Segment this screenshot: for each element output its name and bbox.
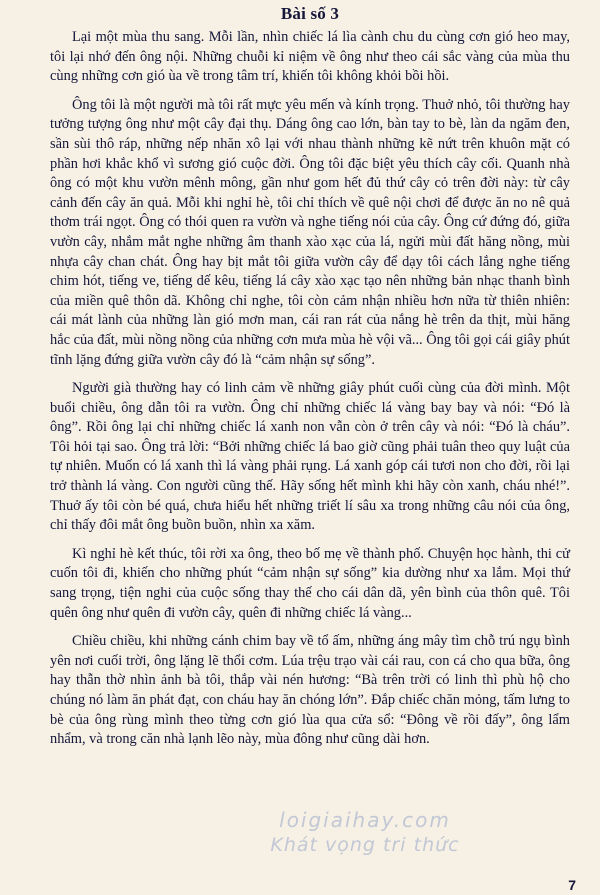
watermark-site: loigiaihay.com xyxy=(279,808,451,832)
paragraph-3: Người già thường hay có linh cảm về những giây phút cuối cùng của đời mình. Một buổi chiều, ông dẫn tôi ra vườn. Ông chỉ những chiếc lá vàng bay bay và nói: “Đó là ông”. Rồi ông lại chỉ những chiếc lá xanh non vẫn còn ở trên cây và nói: “Đó là cháu”. Tôi hỏi tại sao. Ông trả lời: “Bởi những chiếc lá bao giờ cũng phải tuân theo quy luật của tự nhiên. Muốn có lá xanh thì lá vàng phải rụng. Lá xanh góp cái tươi non cho đời, rồi lại trở thành lá vàng. Con người cũng thế. Hãy sống hết mình khi hãy còn xanh, cháu nhé!”. Thuở ấy tôi còn bé quá, chưa hiểu hết những triết lí sâu xa trong những câu nói của ông, chỉ thấy đôi mắt ông buồn buồn, nhìn xa xăm. xyxy=(50,380,570,534)
paragraph-4: Kì nghỉ hè kết thúc, tôi rời xa ông, theo bố mẹ về thành phố. Chuyện học hành, thi cử cuốn tôi đi, khiến cho những phút “cảm nhận sự sống” kia dường như xa lắm. Mọi thứ sang trọng, tiện nghi của cuộc sống thay thế cho cái dân dã, yên bình của thôn quê. Tôi quên ông như quên đi vườn cây, quên đi những chiếc lá vàng... xyxy=(50,545,570,621)
paragraph-1: Lại một mùa thu sang. Mỗi lần, nhìn chiếc lá lìa cành chu du cùng cơn gió heo may, tôi lại nhớ đến ông nội. Những chuỗi kỉ niệm về ông như theo cái sắc vàng của mùa thu cùng những cơn gió ùa về trong tâm trí, khiến tôi không khỏi bồi hồi. xyxy=(50,29,570,85)
paragraph-2: Ông tôi là một người mà tôi rất mực yêu mến và kính trọng. Thuở nhỏ, tôi thường hay tưởng tượng ông như một cây đại thụ. Dáng ông cao lớn, bàn tay to bè, làn da ngăm đen, sần sùi thô ráp, những nếp nhăn xô lại với nhau thành những kẽ nứt trên khuôn mặt có phần hơi khắc khổ vì sương gió cuộc đời. Ông tôi đặc biệt yêu thích cây cối. Quanh nhà ông có một khu vườn mênh mông, gần như gom hết đủ thứ cây cỏ trên đời này: từ cây cảnh đến cây ăn quả. Mỗi khi nghỉ hè, tôi chỉ thích về quê nội chơi để được ăn no nê quả thơm trái ngọt. Ông có thói quen ra vườn và nghe tiếng nói của cây. Ông cứ đứng đó, giữa vườn cây, nhắm mắt nghe những âm thanh xào xạc của lá, ngửi mùi đất hăng nồng, mùi nhựa cây chan chát. Ông hay bịt mắt tôi giữa vườn cây để dạy tôi cách lắng nghe tiếng chim hót, tiếng ve, tiếng dế kêu, tiếng lá cây xào xạc tạo nên những bản nhạc thanh bình của miền quê thôn dã. Không chỉ nghe, tôi còn cảm nhận nhiều hơn nữa từ thiên nhiên: cái mát lành của những làn gió mơn man, cái ran rát của nắng hè trên da thịt, mùi hăng hắc của đất, mùi nồng nồng của những cơn mưa mùa hè vội vã... Ông tôi gọi cái giây phút tĩnh lặng đứng giữa vườn cây đó là “cảm nhận sự sống”. xyxy=(50,96,570,368)
paragraph-5: Chiều chiều, khi những cánh chim bay về tổ ấm, những áng mây tìm chỗ trú ngụ bình yên nơi cuối trời, ông lặng lẽ thổi cơm. Lúa trệu trạo vài cái rau, con cá cho qua bữa, ông hay thẫn thờ nhìn ảnh bà tôi, thắp vài nén hương: “Bà trên trời có linh thì phù hộ cho chúng nó làm ăn phát đạt, con cháu hay ăn chóng lớn”. Đắp chiếc chăn mỏng, tấm lưng to bè của ông rùng mình theo từng cơn gió lùa qua cửa sổ: “Đông về rồi đấy”, ông lẩm nhẩm, và trong căn nhà lạnh lẽo này, mùa đông như cũng dài hơn. xyxy=(50,633,570,748)
watermark-slogan: Khát vọng tri thức xyxy=(270,834,460,856)
page-number: 7 xyxy=(568,877,576,893)
document-title: Bài số 3 xyxy=(280,4,340,23)
